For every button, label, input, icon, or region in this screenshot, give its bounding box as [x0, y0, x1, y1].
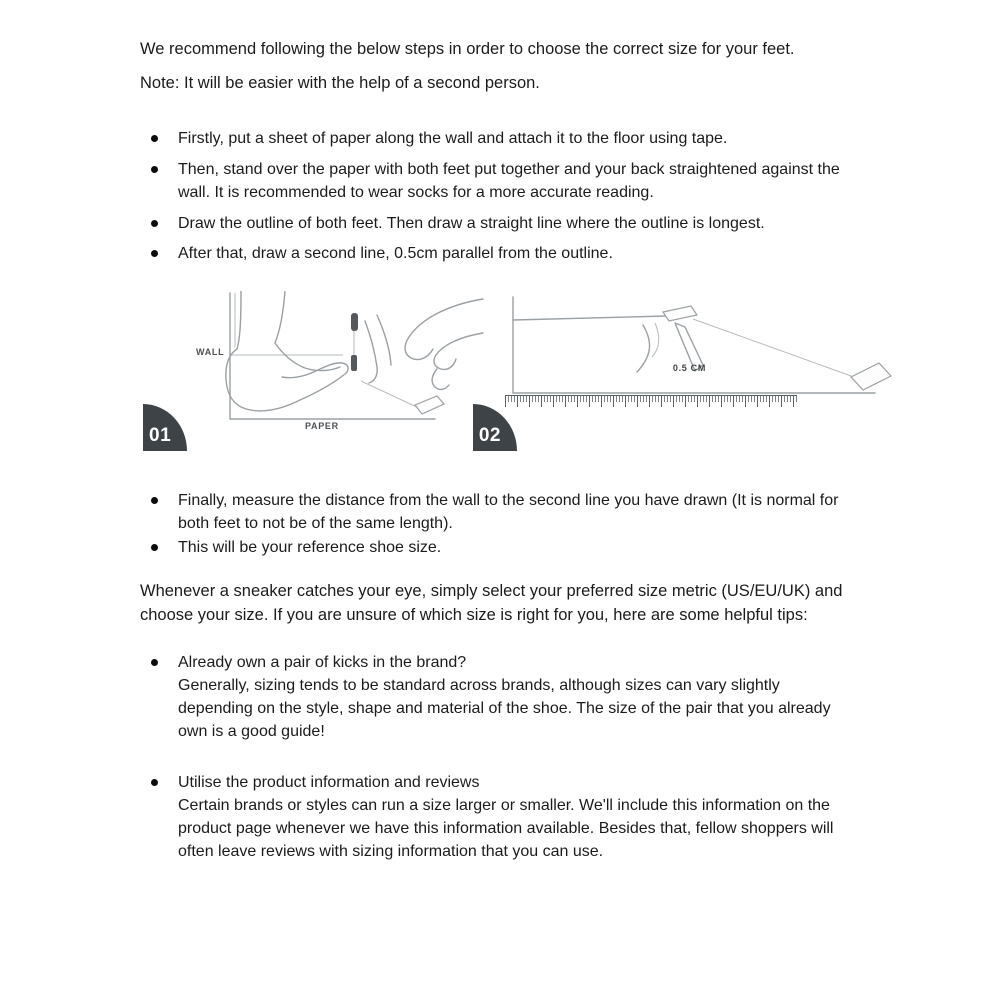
guide-line	[361, 381, 421, 409]
outline-and-ruler-illustration	[503, 293, 903, 397]
ruler	[505, 395, 797, 409]
step-item-3: Draw the outline of both feet. Then draw a straight line where the outline is longest.	[140, 212, 862, 236]
tape-piece-bottom	[851, 363, 891, 390]
hand-sketch	[365, 299, 483, 389]
foot-sketch	[226, 343, 348, 411]
step-item-1: Firstly, put a sheet of paper along the wall and attach it to the floor using tape.	[140, 127, 862, 151]
measurement-steps-list	[140, 127, 872, 266]
result-item-1: Finally, measure the distance from the wall to the second line you have drawn (It is normal for both feet to not be of the same length).	[140, 489, 840, 536]
figure-01-number: 01	[149, 424, 172, 446]
figure-01-badge	[143, 404, 187, 451]
tip-2-body: Certain brands or styles can run a size larger or smaller. We'll include this information on the product page whenever we have this information available. Besides that, fellow shoppers will often leave reviews with sizing information that you can use.	[178, 797, 834, 860]
tip-item-1	[140, 651, 840, 743]
tip-1-title: Already own a pair of kicks in the brand?	[178, 654, 467, 671]
leg-sketch	[237, 291, 285, 349]
results-list	[140, 489, 872, 560]
tip-2-title: Utilise the product information and reviews	[178, 774, 480, 791]
paper-label: PAPER	[305, 420, 339, 431]
distance-label: 0.5 CM	[672, 362, 707, 373]
step-item-2: Then, stand over the paper with both feet put together and your back straightened against the wall. It is recommended to wear socks for a more accurate reading.	[140, 158, 862, 205]
wall-label: WALL	[196, 346, 225, 357]
pencil-icon	[351, 313, 358, 371]
figure-02-number: 02	[478, 424, 501, 446]
figure-01	[143, 291, 473, 453]
illustration-row	[143, 291, 872, 453]
intro-paragraph: We recommend following the below steps in order to choose the correct size for your feet.	[140, 40, 795, 58]
figure-02-badge	[473, 404, 517, 451]
tips-list	[140, 651, 872, 863]
outline-top-line	[513, 316, 666, 320]
tape-piece	[415, 396, 444, 414]
tip-item-2	[140, 771, 840, 863]
result-item-2: This will be your reference shoe size.	[140, 536, 840, 560]
sizing-paragraph: Whenever a sneaker catches your eye, simply select your preferred size metric (US/EU/UK) and choose your size. If you are unsure of which size is right for you, here are some helpful tips:	[140, 582, 843, 624]
tip-1-body: Generally, sizing tends to be standard across brands, although sizes can vary slightly depending on the style, shape and material of the shoe. The size of the pair that you already own is a good guide!	[178, 677, 831, 740]
string-line	[693, 319, 865, 381]
step-item-4: After that, draw a second line, 0.5cm parallel from the outline.	[140, 242, 862, 266]
figure-02	[473, 291, 872, 453]
note-paragraph: Note: It will be easier with the help of a second person.	[140, 74, 540, 92]
tape-piece-top	[663, 306, 697, 321]
